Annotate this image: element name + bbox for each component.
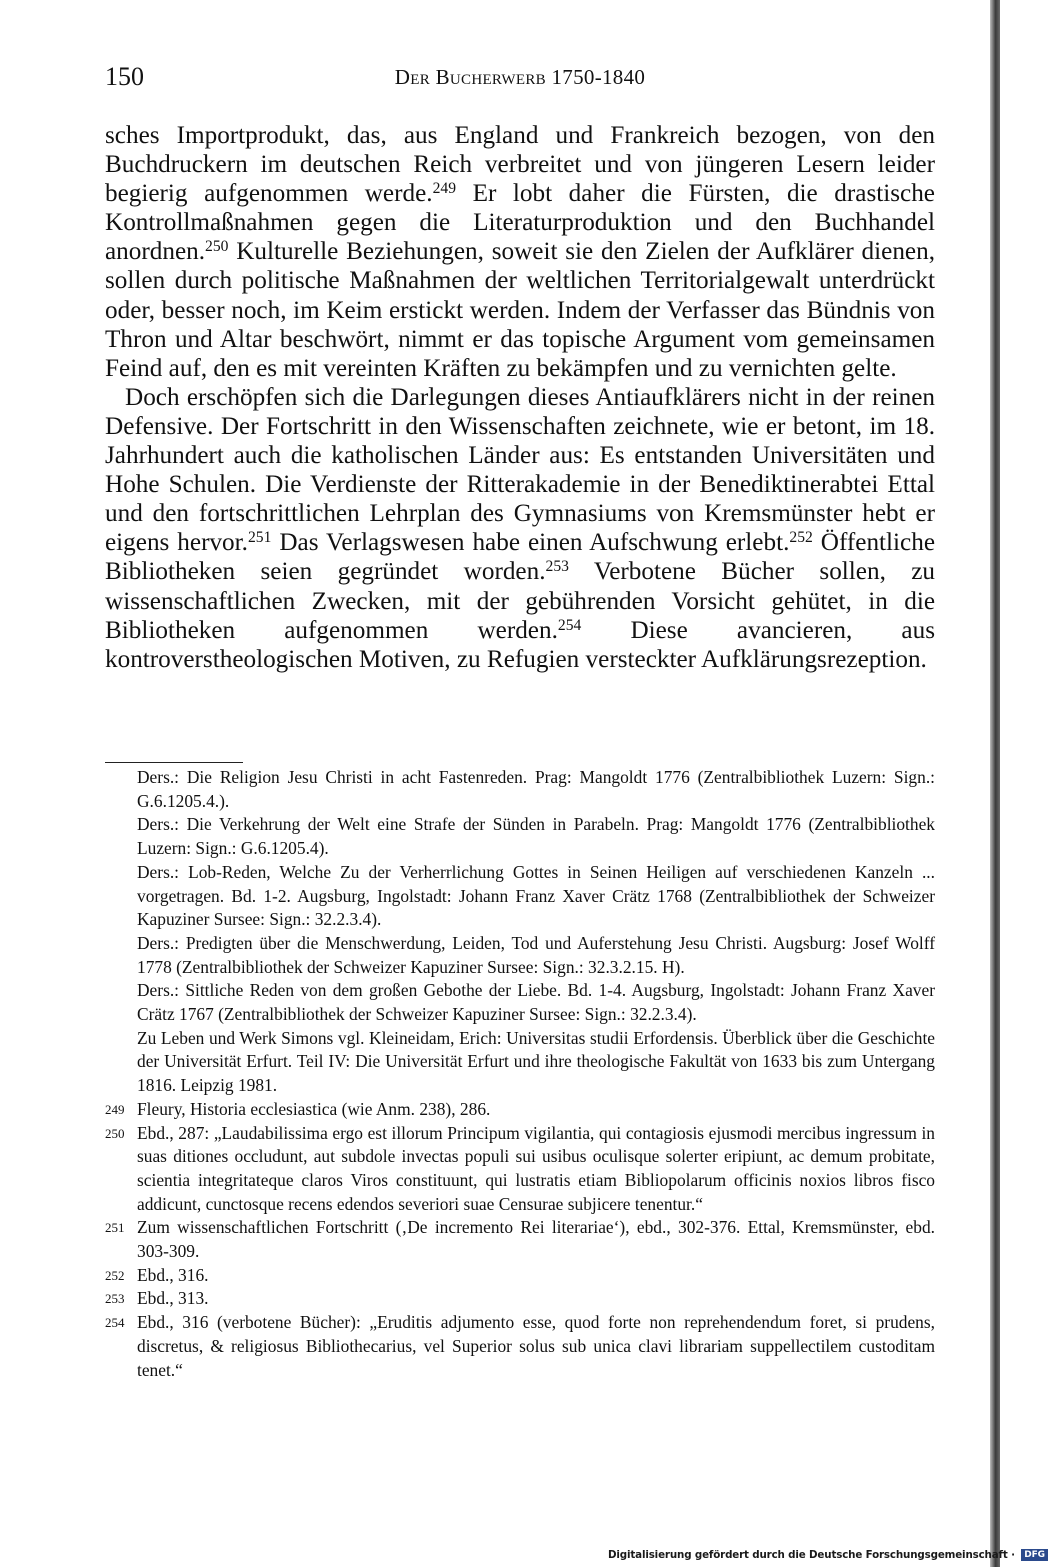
footnote-text: Fleury, Historia ecclesiastica (wie Anm. 238), 286. <box>137 1098 491 1119</box>
running-title <box>105 60 935 94</box>
page-edge-shadow <box>990 0 1000 1567</box>
dfg-logo[interactable]: DFG <box>1021 1549 1048 1561</box>
footnote-250 <box>105 1122 935 1217</box>
bibliography-entry: Ders.: Predigten über die Menschwerdung, Leiden, Tod und Auferstehung Jesu Christi. Augsburg: Josef Wolff 1778 (Zentralbibliothek der Schweizer Kapuziner Sursee: Sign.: 32.3.2.15. H). <box>137 932 935 977</box>
footnote-text: Ebd., 316 (verbotene Bücher): „Eruditis adjumento esse, quod forte non reprehendendum foret, si prudens, discretus, & religiosus Bibliothecarius, vel Superior solus sub unica clavi librariam suppellectilem custoditam tenet.“ <box>137 1312 935 1380</box>
footnote-252 <box>105 1264 935 1288</box>
footnote-number: 249 <box>105 1101 125 1117</box>
text-run: Er lobt daher die Fürsten, die drastische Kontrollmaßnahmen gegen die Literaturproduktion und den Buchhandel anordnen. <box>105 180 935 266</box>
text-run: Verbotene Bücher sollen, zu wissenschaftlichen Zwecken, mit der gebührenden Vorsicht gehütet, in die Bibliotheken aufgenommen werden. <box>105 558 935 644</box>
footnote-ref-251[interactable]: 251 <box>247 529 272 547</box>
text-run: sches Importprodukt, das, aus England und Frankreich bezogen, von den Buchdruckern im deutschen Reich verbreitet und von jüngeren Lesern leider begierig aufgenommen werde. <box>105 122 935 208</box>
footnotes <box>105 766 935 1382</box>
footnote-ref-250[interactable]: 250 <box>205 238 229 256</box>
text-run: Kulturelle Beziehungen, soweit sie den Zielen der Aufklärer dienen, sollen durch politische Maßnahmen der weltlichen Territorialgewalt unterdrückt oder, besser noch, im Keim erstickt werden. Indem der Verfasser das Bündnis von Thron und Altar beschwört, nimmt er das topische Argument vom gemeinsamen Feind auf, den es mit vereinten Kräften zu bekämpfen und zu vernichten gelte. <box>105 238 935 382</box>
bibliography-entry: Ders.: Die Verkehrung der Welt eine Strafe der Sünden in Parabeln. Prag: Mangoldt 1776 (Zentralbibliothek Luzern: Sign.: G.6.1205.4). <box>137 814 935 859</box>
text-run: Doch erschöpfen sich die Darlegungen dieses Antiaufklärers nicht in der reinen Defensive. Der Fortschritt in den Wissenschaften zeichnete, wie er betont, im 18. Jahrhundert auch die katholischen Länder aus: Es entstanden Universitäten und Hohe Schulen. Die Verdienste der Ritterakademie in der Benediktinerabtei Ettal und den fortschrittlichen Lehrplan des Gymnasiums von Kremsmünster hebt er eigens hervor. <box>105 383 935 557</box>
text-run: Das Verlagswesen habe einen Aufschwung erlebt. <box>271 529 790 557</box>
footnote-253 <box>105 1287 935 1311</box>
bibliography-entry: Ders.: Die Religion Jesu Christi in acht Fastenreden. Prag: Mangoldt 1776 (Zentralbibliothek Luzern: Sign.: G.6.1205.4.). <box>137 767 935 811</box>
paragraph-1 <box>105 121 935 383</box>
footnote-number: 252 <box>105 1267 125 1283</box>
footnote-separator <box>105 762 243 763</box>
text-run: Öffentliche Bibliotheken seien gegründet worden. <box>105 529 936 586</box>
footnote-ref-254[interactable]: 254 <box>557 616 582 634</box>
credit-text: Digitalisierung gefördert durch die Deutsche Forschungsgemeinschaft <box>608 1549 1008 1561</box>
footnote-text: Ebd., 316. <box>137 1264 209 1285</box>
footnote-text: Zum wissenschaftlichen Fortschritt (‚De incremento Rei literariae‘), ebd., 302-376. Ettal, Kremsmünster, ebd. 303-309. <box>137 1217 935 1262</box>
bibliography-entry: Ders.: Sittliche Reden von dem großen Gebothe der Liebe. Bd. 1-4. Augsburg, Ingolstadt: Johann Franz Xaver Crätz 1767 (Zentralbibliothek der Schweizer Kapuziner Sursee: Sign.: 32.2.3.4). <box>137 980 935 1025</box>
footnote-254 <box>105 1311 935 1382</box>
digitization-credit: Digitalisierung gefördert durch die Deutsche Forschungsgemeinschaft · DFG <box>608 1547 1048 1563</box>
footnote-ref-252[interactable]: 252 <box>789 529 813 547</box>
footnote-ref-249[interactable]: 249 <box>432 180 456 198</box>
bibliography-entry: Ders.: Lob-Reden, Welche Zu der Verherrlichung Gottes in Seinen Heiligen auf verschiedenen Kanzeln ... vorgetragen. Bd. 1-2. Augsburg, Ingolstadt: Johann Franz Xaver Crätz 1768 (Zentralbibliothek der Schweizer Kapuziner Sursee: Sign.: 32.2.3.4). <box>137 861 935 930</box>
footnote-251 <box>105 1216 935 1263</box>
bibliography-entry: Zu Leben und Werk Simons vgl. Kleineidam, Erich: Universitas studii Erfordensis. Überblick über die Geschichte der Universität Erfurt. Teil IV: Die Universität Erfurt und ihre theologische Fakultät von 1633 bis zum Untergang 1816. Leipzig 1981. <box>137 1027 935 1096</box>
main-text <box>105 121 935 674</box>
footnote-text: Ebd., 313. <box>137 1288 209 1309</box>
footnote-text: Ebd., 287: „Laudabilissima ergo est illorum Principum vigilantia, qui contagiosis ejusmodi mercibus ingressum in suas ditiones occludunt, aut subdole invectas populi sui usibus oculisque solerter eripiunt, ac demum probitate, scientia integritateque claros Viros constituunt, qui lustratis etiam Bibliopolarum officinis noxios libros fisco addicunt, cunctosque recens edendos severiori suae Censurae subjicere tenentur.“ <box>137 1122 935 1214</box>
footnote-ref-253[interactable]: 253 <box>545 558 569 576</box>
footnote-number: 253 <box>105 1291 125 1307</box>
paragraph-2 <box>105 383 935 674</box>
running-title-years: 1750-1840 <box>551 65 646 89</box>
running-title-text: Der Bucherwerb <box>394 65 546 89</box>
page-header <box>105 60 935 94</box>
footnote-249 <box>105 1098 935 1122</box>
footnote-number: 254 <box>105 1315 125 1331</box>
page-number: 150 <box>105 62 144 91</box>
footnote-number: 251 <box>105 1220 125 1236</box>
footnote-number: 250 <box>105 1125 125 1141</box>
text-run: Diese avancieren, aus kontroverstheologischen Motiven, zu Refugien versteckter Aufklärungsrezeption. <box>105 616 935 673</box>
